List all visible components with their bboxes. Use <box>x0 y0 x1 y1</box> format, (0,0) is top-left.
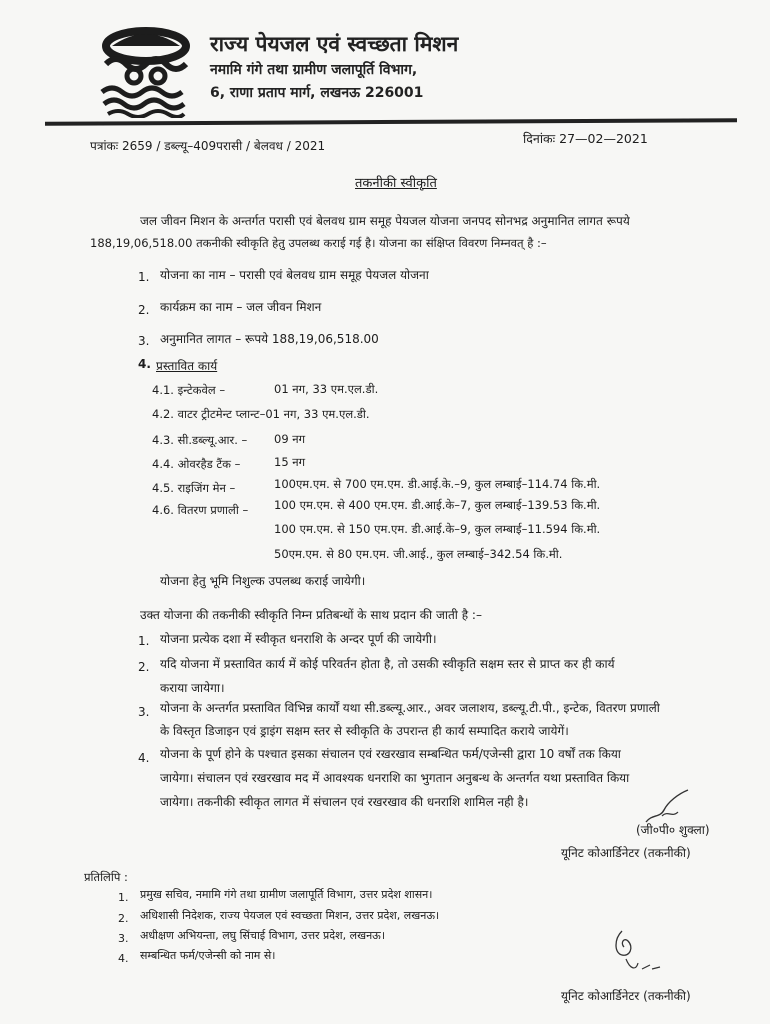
copy-item-text: प्रमुख सचिव, नमामि गंगे तथा ग्रामीण जलापूर्ति विभाग, उत्तर प्रदेश शासन। <box>140 888 433 901</box>
work-row-label: 4.4. ओवरहैड टैंक – <box>152 457 241 471</box>
summary-item-num: 2. <box>138 303 150 317</box>
condition-line: योजना प्रत्येक दशा में स्वीकृत धनराशि के अन्दर पूर्ण की जायेगी। <box>160 632 437 646</box>
copy-item-text: सम्बन्धित फर्म/एजेन्सी को नाम से। <box>140 949 276 962</box>
reference-number: पत्रांकः 2659 / डब्ल्यू–409परासी / बेलवध / 2021 <box>90 139 326 153</box>
summary-item-num: 1. <box>138 270 150 284</box>
work-row-label: 4.6. वितरण प्रणाली – <box>152 503 249 517</box>
copy-item-num: 1. <box>118 891 129 904</box>
signatory-designation: यूनिट कोआर्डिनेटर (तकनीकी) <box>561 846 691 860</box>
copy-to-label: प्रतिलिपि : <box>84 870 128 884</box>
copy-item-num: 3. <box>118 932 129 945</box>
address: 6, राणा प्रताप मार्ग, लखनऊ 226001 <box>210 85 424 101</box>
work-row-extra: 50एम.एम. से 80 एम.एम. जी.आई., कुल लम्बाई–342.54 कि.मी. <box>274 547 563 561</box>
copy-item-num: 4. <box>118 952 129 965</box>
condition-line: योजना के अन्तर्गत प्रस्तावित विभिन्न कार्यों यथा सी.डब्ल्यू.आर., अवर जलाशय, डब्ल्यू.टी.पी., इन्टेक, वितरण प्रणाली <box>160 701 660 715</box>
letter-date: दिनांकः 27—02—2021 <box>523 131 648 146</box>
work-row-value: 100 एम.एम. से 400 एम.एम. डी.आई.के–7, कुल लम्बाई–139.53 कि.मी. <box>274 498 601 512</box>
subject-title: तकनीकी स्वीकृति <box>355 176 437 191</box>
signature-mark <box>608 925 668 975</box>
mission-logo <box>92 24 200 118</box>
land-note: योजना हेतु भूमि निशुल्क उपलब्ध कराई जायेगी। <box>160 574 366 588</box>
section4-number: 4. <box>138 357 151 371</box>
dept-line: नमामि गंगे तथा ग्रामीण जलापूर्ति विभाग, <box>210 62 418 78</box>
conditions-intro: उक्त योजना की तकनीकी स्वीकृति निम्न प्रतिबन्धों के साथ प्रदान की जाती है :– <box>140 608 482 622</box>
intro-line-1: जल जीवन मिशन के अन्तर्गत परासी एवं बेलवध ग्राम समूह पेयजल योजना जनपद सोनभद्र अनुमानित लागत रूपये <box>140 214 630 228</box>
work-row-value: 09 नग <box>274 432 306 446</box>
condition-line: कराया जायेगा। <box>160 681 225 695</box>
copy-item-text: अधीक्षण अभियन्ता, लघु सिंचाई विभाग, उत्तर प्रदेश, लखनऊ। <box>140 929 385 942</box>
summary-item-num: 3. <box>138 334 150 348</box>
condition-num: 3. <box>138 705 150 719</box>
condition-line: यदि योजना में प्रस्तावित कार्य में कोई परिवर्तन होता है, तो उसकी स्वीकृति सक्षम स्तर से प्राप्त कर ही कार्य <box>160 657 615 671</box>
summary-item-text: कार्यक्रम का नाम – जल जीवन मिशन <box>160 300 322 314</box>
signatory-name: (जी०पी० शुक्ला) <box>636 823 710 837</box>
summary-item-text: अनुमानित लागत – रूपये 188,19,06,518.00 <box>160 332 379 346</box>
condition-line: जायेगा। संचालन एवं रखरखाव मद में आवश्यक धनराशि का भुगतान अनुबन्ध के अन्तर्गत यथा प्रस्तावित किया <box>160 771 630 785</box>
copy-item-text: अधिशासी निदेशक, राज्य पेयजल एवं स्वच्छता मिशन, उत्तर प्रदेश, लखनऊ। <box>140 909 440 922</box>
work-row-label: 4.1. इन्टेकवेल – <box>152 383 226 397</box>
signatory2-designation: यूनिट कोआर्डिनेटर (तकनीकी) <box>561 989 691 1003</box>
work-row-extra: 100 एम.एम. से 150 एम.एम. डी.आई.के–9, कुल लम्बाई–11.594 कि.मी. <box>274 522 601 536</box>
org-name: राज्य पेयजल एवं स्वच्छता मिशन <box>210 32 459 56</box>
condition-line: योजना के पूर्ण होने के पश्चात इसका संचालन एवं रखरखाव सम्बन्धित फर्म/एजेन्सी द्वारा 10 वर्षों तक किया <box>160 747 621 761</box>
work-row-label: 4.3. सी.डब्ल्यू.आर. – <box>152 433 248 447</box>
copy-item-num: 2. <box>118 912 129 925</box>
condition-line: जायेगा। तकनीकी स्वीकृत लागत में संचालन एवं रखरखाव की धनराशि शामिल नही है। <box>160 795 529 809</box>
intro-line-2: 188,19,06,518.00 तकनीकी स्वीकृति हेतु उपलब्ध कराई गई है। योजना का संक्षिप्त विवरण निम्नवत् है :– <box>90 236 547 250</box>
summary-item-text: योजना का नाम – परासी एवं बेलवध ग्राम समूह पेयजल योजना <box>160 268 429 282</box>
condition-line: के विस्तृत डिजाइन एवं ड्राइंग सक्षम स्तर से स्वीकृति के उपरान्त ही कार्य सम्पादित कराये जायेगें। <box>160 724 569 738</box>
condition-num: 1. <box>138 634 150 648</box>
work-row-label: 4.5. राइजिंग मेन – <box>152 481 236 495</box>
work-row-value: 100एम.एम. से 700 एम.एम. डी.आई.के.–9, कुल लम्बाई–114.74 कि.मी. <box>274 477 601 491</box>
work-row-label: 4.2. वाटर ट्रीटमेन्ट प्लान्ट–01 नग, 33 एम.एल.डी. <box>152 407 370 421</box>
condition-num: 2. <box>138 660 150 674</box>
condition-num: 4. <box>138 751 150 765</box>
letterhead-divider <box>45 118 737 126</box>
work-row-value: 15 नग <box>274 455 306 469</box>
work-row-value: 01 नग, 33 एम.एल.डी. <box>274 382 379 396</box>
section4-title: प्रस्तावित कार्य <box>156 359 218 373</box>
